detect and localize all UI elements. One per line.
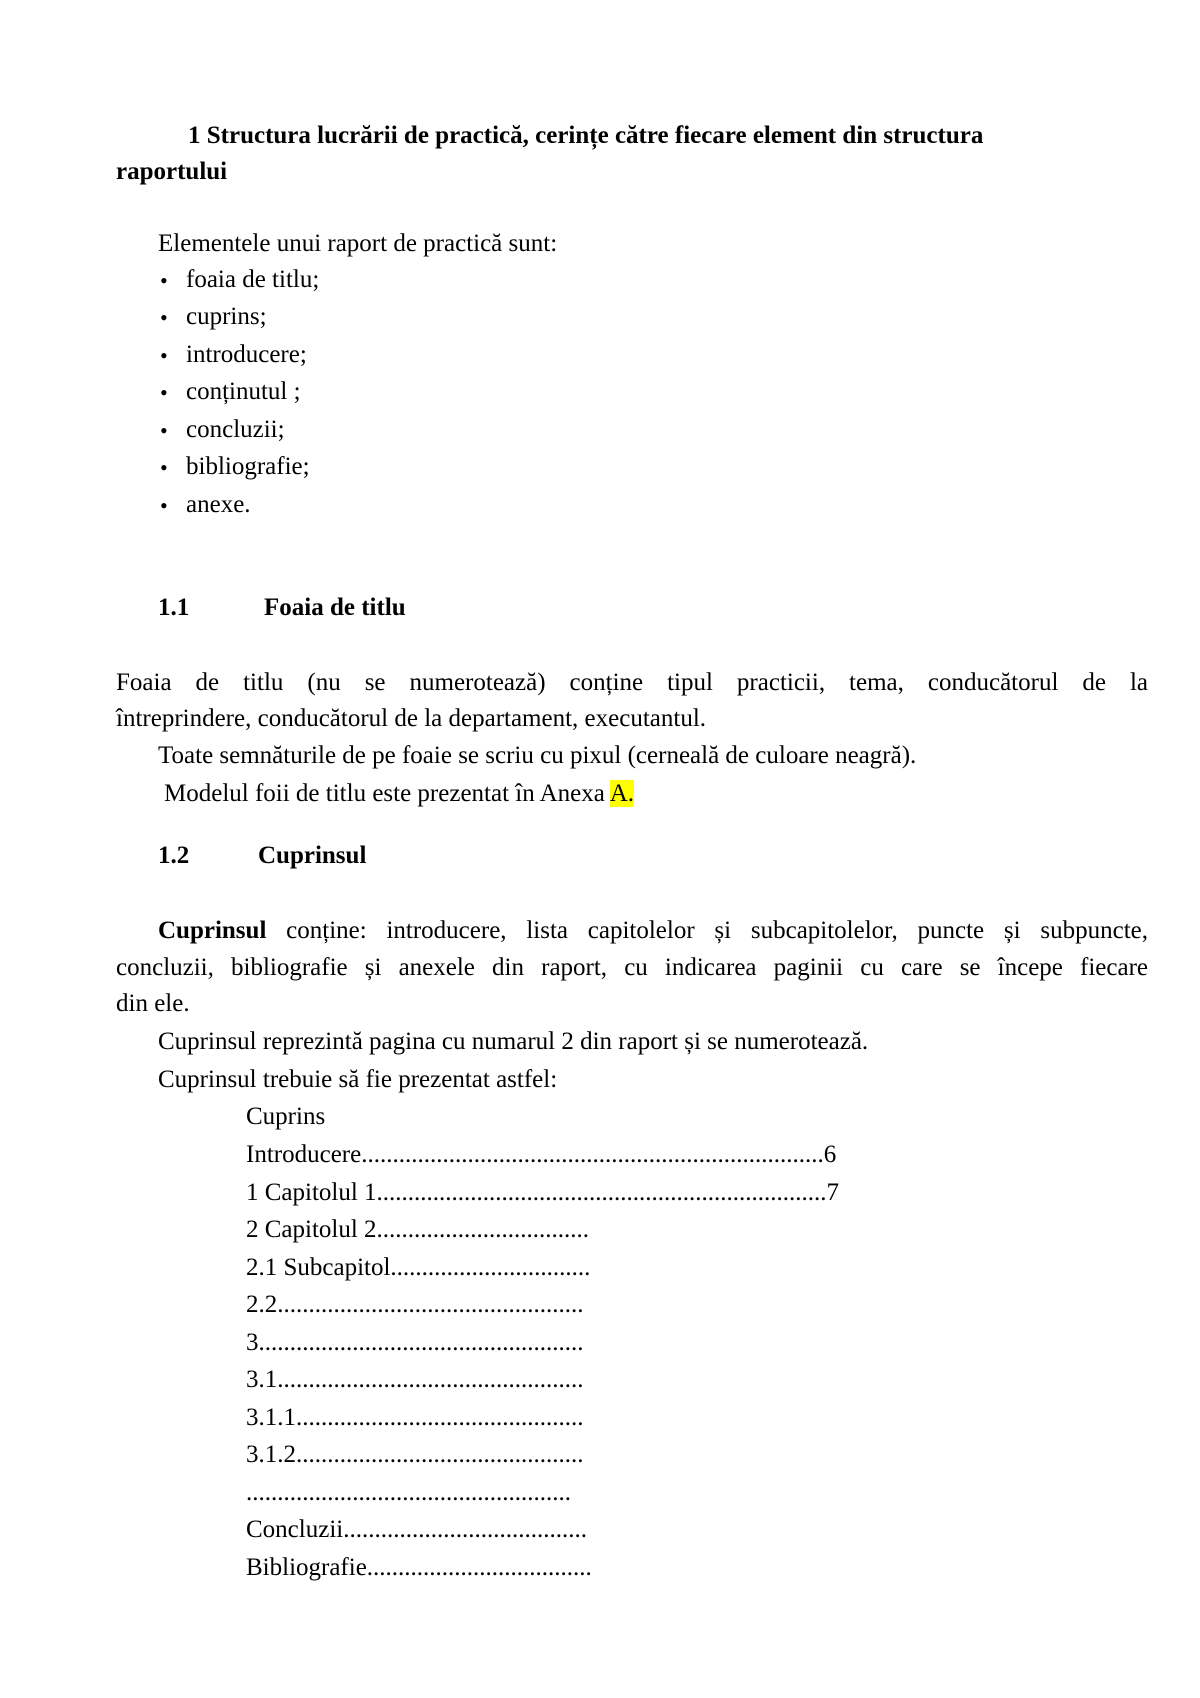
paragraph-line: Foaia de titlu (nu se numerotează) conține tipul practicii, tema, conducătorul de la — [116, 669, 1148, 696]
paragraph-line: concluzii, bibliografie și anexele din raport, cu indicarea paginii cu care se începe fiecare — [116, 954, 1148, 981]
bullet-icon: • — [160, 343, 168, 368]
bullet-icon: • — [160, 305, 168, 330]
paragraph: Cuprinsul trebuie să fie prezentat astfel: — [158, 1066, 558, 1093]
list-item-text: introducere; — [186, 341, 307, 368]
paragraph — [164, 776, 634, 812]
bullet-icon: • — [160, 268, 168, 293]
paragraph-line: întreprindere, conducătorul de la departament, executantul. — [116, 705, 707, 732]
elements-intro: Elementele unui raport de practică sunt: — [158, 230, 558, 257]
toc-line: 1 Capitolul 1........................................................................7 — [246, 1179, 840, 1206]
highlighted-annex-ref: A. — [609, 780, 635, 807]
section-number: 1.1 — [158, 594, 190, 621]
section-number: 1.2 — [158, 842, 190, 869]
bullet-icon: • — [160, 418, 168, 443]
toc-line: 2.2................................................. — [246, 1291, 584, 1318]
toc-line: 3.1.1.............................................. — [246, 1404, 584, 1431]
bullet-icon: • — [160, 380, 168, 405]
bullet-icon: • — [160, 493, 168, 518]
section-title: Foaia de titlu — [264, 594, 406, 621]
bold-term: Cuprinsul — [158, 917, 267, 944]
paragraph-text: conține: introducere, lista capitolelor și subcapitolelor, puncte și subpuncte, — [266, 917, 1148, 944]
paragraph-line — [158, 912, 1148, 949]
toc-line: 2.1 Subcapitol................................ — [246, 1254, 591, 1281]
paragraph-line: din ele. — [116, 990, 190, 1017]
heading-line-2: raportului — [116, 158, 228, 185]
toc-title: Cuprins — [246, 1103, 326, 1130]
paragraph: Cuprinsul reprezintă pagina cu numarul 2 din raport și se numerotează. — [158, 1028, 869, 1055]
toc-line: Introducere..........................................................................6 — [246, 1141, 837, 1168]
section-title: Cuprinsul — [258, 842, 367, 869]
toc-line: 3.1................................................. — [246, 1366, 584, 1393]
paragraph: Toate semnăturile de pe foaie se scriu cu pixul (cerneală de culoare neagră). — [158, 742, 917, 769]
bullet-icon: • — [160, 455, 168, 480]
toc-line: .................................................... — [246, 1479, 571, 1506]
toc-line: 3.................................................... — [246, 1329, 584, 1356]
paragraph-text: Modelul foii de titlu este prezentat în Anexa — [164, 780, 605, 807]
toc-line: Bibliografie.................................... — [246, 1554, 592, 1581]
list-item-text: concluzii; — [186, 416, 285, 443]
list-item-text: cuprins; — [186, 303, 267, 330]
list-item-text: foaia de titlu; — [186, 266, 320, 293]
toc-line: 2 Capitolul 2.................................. — [246, 1216, 590, 1243]
heading-line-1: 1 Structura lucrării de practică, cerințe către fiecare element din structura — [188, 122, 984, 149]
list-item-text: conținutul ; — [186, 378, 301, 405]
list-item-text: bibliografie; — [186, 453, 310, 480]
toc-line: Concluzii....................................... — [246, 1516, 587, 1543]
toc-line: 3.1.2.............................................. — [246, 1441, 584, 1468]
list-item-text: anexe. — [186, 491, 251, 518]
